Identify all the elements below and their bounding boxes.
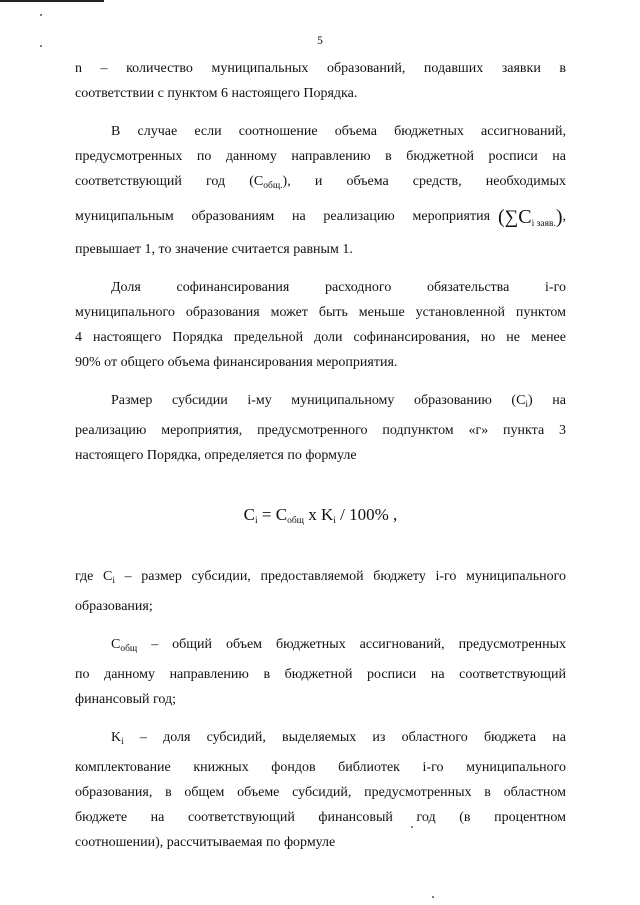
scan-artifact-line bbox=[0, 0, 104, 2]
paragraph-subsidy-size: Размер субсидии i-му муниципальному образованию $(С_i)$ на bbox=[111, 393, 566, 410]
subsidy-formula: $С_i = С_{общ}$ x $K_i / 100\%$ , bbox=[243, 505, 398, 526]
definition-cobsch: $С_{общ}$ – общий объем бюджетных ассигнований, предусмотренных bbox=[111, 637, 566, 654]
scan-speck bbox=[40, 14, 42, 16]
paragraph-ratio-condition: В случае если соотношение объема бюджетных ассигнований, bbox=[111, 124, 566, 139]
sum-expression: $(\sum C_{i заяв.})$ bbox=[498, 206, 563, 229]
paragraph-n-definition-end: соответствии с пунктом 6 настоящего Порядка. bbox=[75, 86, 358, 101]
scan-speck bbox=[432, 896, 434, 898]
page-number: 5 bbox=[317, 35, 323, 47]
document-body: n – количество муниципальных образований, подавших заявки в соответствии с пунктом 6 настоящего Порядка. В случае если соотношение объема бюджетных ассигнований, предусмотренных по данному направлению в бюджетной росписи на соответствующий год $(С_{общ.})$, и объема средств, необходимых муниципальным образованиям на реализацию мероприятия $(\sum C_{i заяв.})$, превышает 1, то значение считается равным 1. Доля софинансирования расходного обязательства i-го муниципального образования может быть меньше установленной пунктом 4 настоящего Порядка предельной доли софинансирования, но не менее 90% от общего объема финансирования мероприятия. Размер субсидии i-му муниципальному образованию $(С_i)$ на реализацию мероприятия, предусмотренного подпунктом «г» пункта 3 настоящего Порядка, определяется по формуле $С_i = С_{общ}$ x $K_i / 100\%$ , где $С_i$ – размер субсидии, предоставляемой бюджету i-го муниципального образования; $С_{общ}$ – общий объем бюджетных ассигнований, предусмотренных по данному направлению в бюджетной росписи на соответствующий финансовый год; $K_i$ – доля субсидий, выделяемых из областного бюджета на комплектование книжных фондов библиотек i-го муниципального образования, в общем объеме субсидий, предусмотренных в областном бюджете на соответствующий финансовый год (в процентном соотношении), рассчитываемая по формуле bbox=[75, 56, 566, 855]
paragraph-cofinancing-share: Доля софинансирования расходного обязательства i-го bbox=[111, 280, 566, 295]
definition-ki: $K_i$ – доля субсидий, выделяемых из областного бюджета на bbox=[111, 730, 566, 747]
definition-ci: где $С_i$ – размер субсидии, предоставляемой бюджету i-го муниципального bbox=[75, 569, 566, 586]
paragraph-n-definition: n – количество муниципальных образований, подавших заявки в bbox=[75, 61, 566, 76]
